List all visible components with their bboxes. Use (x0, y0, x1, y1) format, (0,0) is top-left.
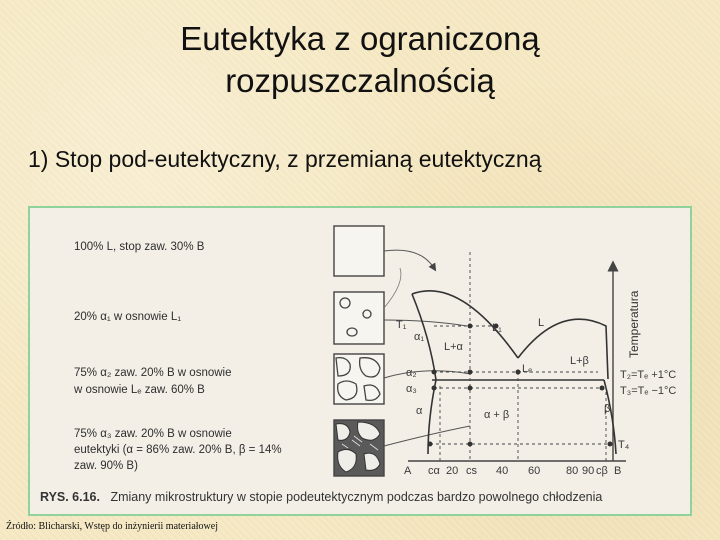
svg-text:80: 80 (566, 465, 579, 477)
svg-text:cβ: cβ (596, 465, 608, 477)
label-LE: Lₑ (522, 363, 533, 375)
svg-text:90: 90 (582, 465, 595, 477)
phase-diagram-svg (30, 208, 690, 514)
leader-1 (384, 250, 434, 268)
leader-3 (384, 371, 470, 378)
svg-text:20: 20 (446, 465, 459, 477)
label-T4: T₄ (618, 439, 630, 451)
micro-square-1 (334, 226, 384, 276)
svg-text:A: A (404, 465, 412, 477)
svg-text:cs: cs (466, 465, 477, 477)
axis-tick-labels (404, 465, 621, 477)
svg-text:cα: cα (428, 465, 440, 477)
leader-4 (384, 426, 470, 446)
svg-text:40: 40 (496, 465, 509, 477)
svg-text:60: 60 (528, 465, 541, 477)
slide-title (0, 18, 720, 102)
svg-text:B: B (614, 465, 622, 477)
label-beta: β (604, 403, 611, 415)
stage1-text: 100% L, stop zaw. 30% B (74, 241, 205, 253)
title-line-1: Eutektyka z ograniczoną (180, 20, 540, 57)
figure-caption: RYS. 6.16. Zmiany mikrostruktury w stopie podeutektycznym podczas bardzo powolnego chłodzenia (40, 490, 603, 504)
label-T2: T₂=Tₑ +1°C (620, 369, 677, 381)
label-L1: L₁ (492, 322, 502, 334)
stage3-text: 75% α₂ zaw. 20% B w osnowie w osnowie Lₑ zaw. 60% B (74, 367, 232, 396)
label-T3: T₃=Tₑ −1°C (620, 385, 677, 397)
label-alpha3: α₃ (406, 383, 417, 395)
title-line-2: rozpuszczalnością (225, 62, 495, 99)
phase-diagram-figure (28, 206, 692, 516)
temp-axis-label: Temperatura (627, 290, 641, 358)
label-L-beta: L+β (570, 355, 589, 367)
liquidus-left (412, 291, 518, 358)
label-alpha2: α₂ (406, 367, 417, 379)
micro-square-3 (334, 354, 384, 404)
stage4-text: 75% α₃ zaw. 20% B w osnowie eutektyki (α = 86% zaw. 20% B, β = 14% zaw. 90% B) (74, 428, 282, 472)
stage2-text: 20% α₁ w osnowie L₁ (74, 311, 182, 323)
source-note: Źródło: Blicharski, Wstęp do inżynierii materiałowej (6, 521, 218, 532)
label-alpha1: α₁ (414, 331, 425, 343)
label-T1: T₁ (396, 319, 407, 331)
micro-square-2 (334, 292, 384, 344)
slide-subtitle: 1) Stop pod-eutektyczny, z przemianą eutektyczną (28, 146, 542, 172)
micro-square-4 (334, 420, 384, 476)
leader-2b (384, 268, 401, 308)
label-alpha-beta: α + β (484, 409, 510, 421)
label-alpha: α (416, 405, 423, 417)
label-L-alpha: L+α (444, 341, 463, 353)
label-L: L (538, 317, 545, 329)
